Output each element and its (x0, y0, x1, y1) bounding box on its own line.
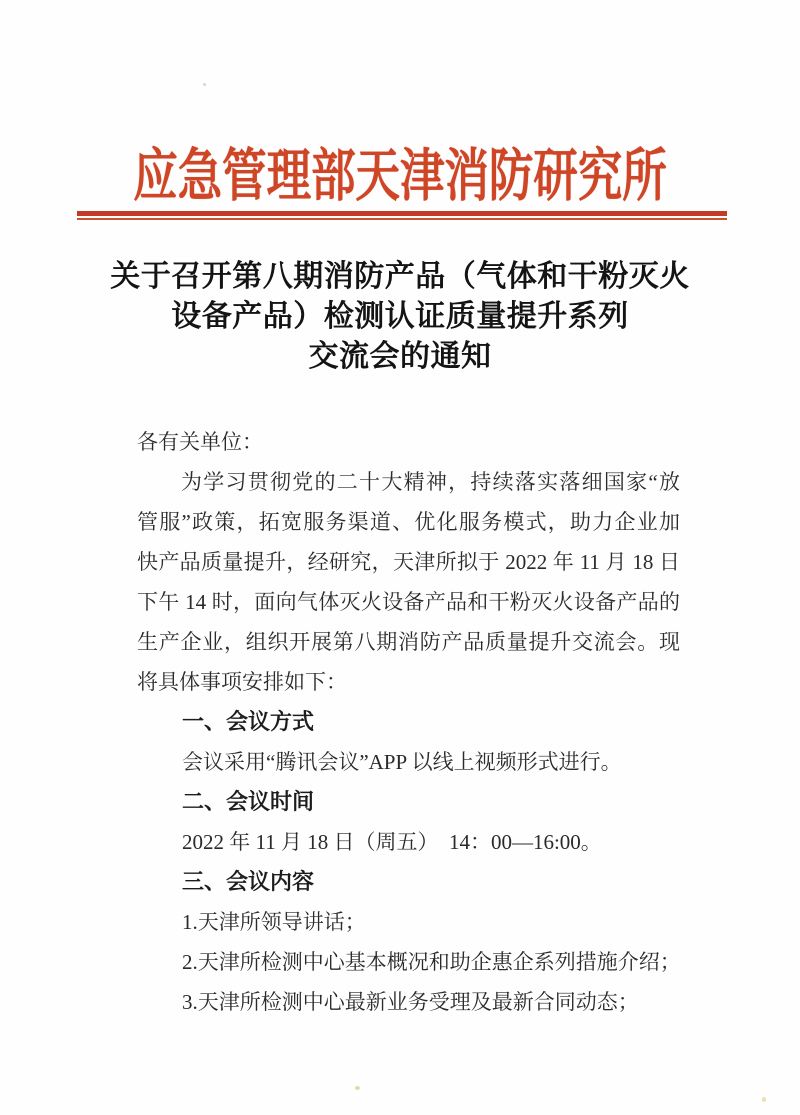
scan-speck (762, 1097, 766, 1102)
title-line-1: 关于召开第八期消防产品（气体和干粉灭火 (110, 260, 690, 293)
letterhead-rule (77, 211, 727, 220)
paragraph-line: 下午 14 时，面向气体灭火设备产品和干粉灭火设备产品的 (137, 590, 680, 614)
section-heading-1: 一、会议方式 (182, 709, 315, 734)
salutation: 各有关单位： (137, 430, 263, 454)
paragraph-line: 管服”政策，拓宽服务渠道、优化服务模式，助力企业加 (137, 510, 680, 534)
letterhead-text: 应急管理部天津消防研究所 (133, 145, 667, 208)
document-body (137, 422, 680, 1022)
letterhead (0, 146, 800, 208)
paragraph-line: 为学习贯彻党的二十大精神，持续落实落细国家“放 (181, 470, 680, 494)
section-heading-2: 二、会议时间 (182, 789, 315, 814)
paragraph-line: 生产企业，组织开展第八期消防产品质量提升交流会。现 (137, 630, 680, 654)
title-line-3: 交流会的通知 (308, 340, 492, 373)
document-title (60, 257, 740, 377)
section-heading-3: 三、会议内容 (182, 869, 315, 894)
scan-speck (203, 83, 206, 86)
agenda-item-1: 1.天津所领导讲话； (182, 910, 366, 934)
paragraph-line: 快产品质量提升，经研究，天津所拟于 2022 年 11 月 18 日 (137, 550, 680, 574)
scan-speck (355, 1086, 360, 1090)
agenda-item-2: 2.天津所检测中心基本概况和助企惠企系列措施介绍； (182, 950, 681, 974)
agenda-item-3: 3.天津所检测中心最新业务受理及最新合同动态； (182, 990, 639, 1014)
paragraph-line: 将具体事项安排如下： (137, 670, 347, 694)
section-2-text: 2022 年 11 月 18 日（周五） 14：00—16:00。 (182, 830, 602, 854)
section-1-text: 会议采用“腾讯会议”APP 以线上视频形式进行。 (182, 750, 622, 774)
title-line-2: 设备产品）检测认证质量提升系列 (171, 300, 629, 333)
